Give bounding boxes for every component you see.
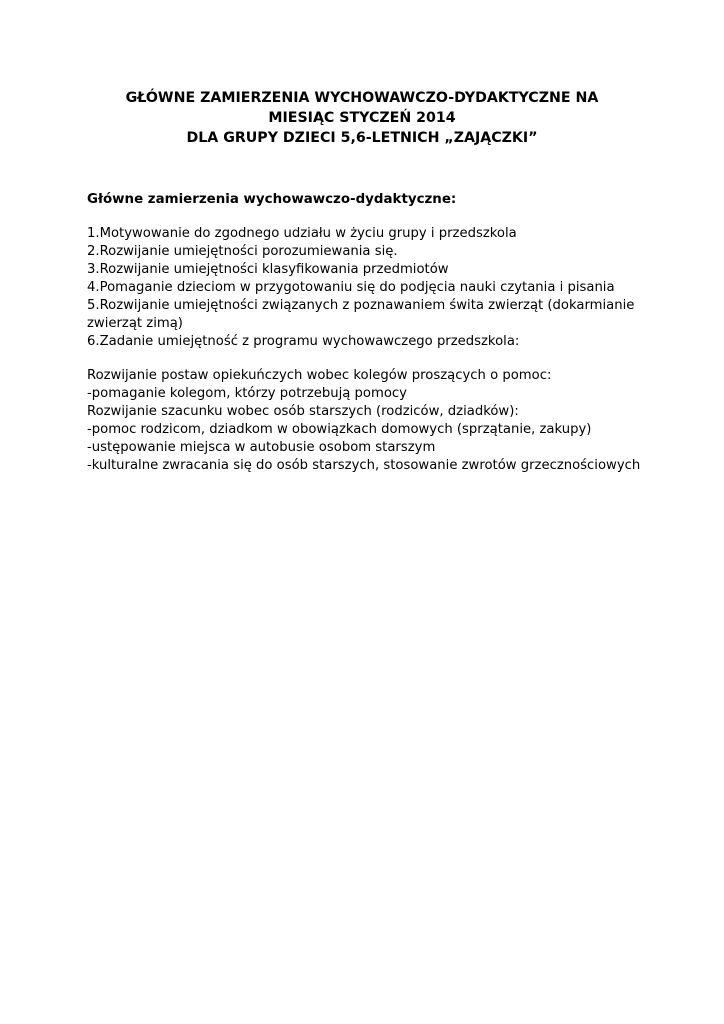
goal-item: 5.Rozwijanie umiejętności związanych z poznawaniem świta zwierząt (dokarmianie: [87, 298, 635, 313]
title-line-2: MIESIĄC STYCZEŃ 2014: [268, 110, 456, 126]
goal-item: 4.Pomaganie dzieciom w przygotowaniu się do podjęcia nauki czytania i pisania: [87, 280, 615, 295]
tasks-list: [87, 367, 647, 475]
task-heading: Rozwijanie szacunku wobec osób starszych (rodziców, dziadków):: [87, 404, 519, 419]
task-heading: Rozwijanie postaw opiekuńczych wobec kolegów proszących o pomoc:: [87, 368, 552, 383]
task-item: -pomaganie kolegom, którzy potrzebują pomocy: [87, 386, 407, 401]
title-line-3: DLA GRUPY DZIECI 5,6-LETNICH „ZAJĄCZKI”: [186, 130, 538, 146]
goal-item: 1.Motywowanie do zgodnego udziału w życiu grupy i przedszkola: [87, 226, 517, 241]
title-line-1: GŁÓWNE ZAMIERZENIA WYCHOWAWCZO-DYDAKTYCZNE NA: [125, 90, 599, 106]
task-item: -pomoc rodzicom, dziadkom w obowiązkach domowych (sprzątanie, zakupy): [87, 422, 592, 437]
task-item: -kulturalne zwracania się do osób starszych, stosowanie zwrotów grzecznościowych: [87, 458, 641, 473]
goal-item: 2.Rozwijanie umiejętności porozumiewania się.: [87, 244, 398, 259]
goal-item: 6.Zadanie umiejętność z programu wychowawczego przedszkola:: [87, 334, 520, 349]
task-item: -ustępowanie miejsca w autobusie osobom starszym: [87, 440, 436, 455]
section-heading: Główne zamierzenia wychowawczo-dydaktyczne:: [87, 192, 457, 207]
document-title: [60, 88, 664, 148]
goal-item-continuation: zwierząt zimą): [87, 316, 183, 331]
goals-list: [87, 225, 647, 351]
goal-item: 3.Rozwijanie umiejętności klasyfikowania przedmiotów: [87, 262, 449, 277]
